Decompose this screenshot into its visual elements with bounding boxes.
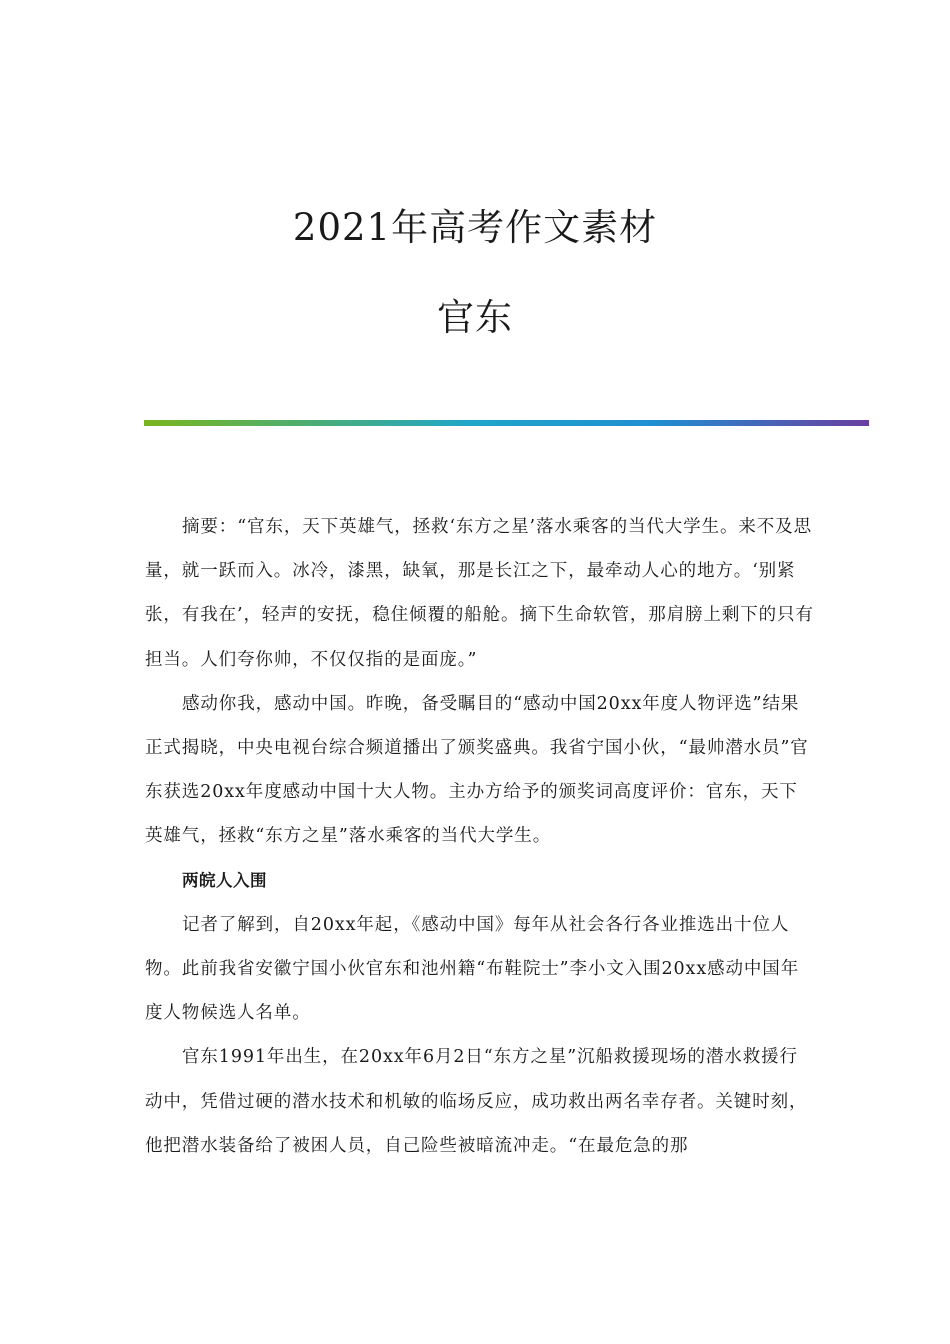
abstract-paragraph: 摘要：“官东，天下英雄气，拯救‘东方之星’落水乘客的当代大学生。来不及思量，就一跃而入。冰冷，漆黑，缺氧，那是长江之下，最牵动人心的地方。‘别紧张，有我在’，轻声的安抚，稳住倾覆的船舱。摘下生命软管，那肩膀上剩下的只有担当。人们夸你帅，不仅仅指的是面庞。”: [145, 517, 814, 670]
article-body: [145, 505, 815, 1168]
section-heading: 两皖人入围: [182, 870, 267, 890]
document-subtitle: 官东: [437, 296, 513, 339]
body-paragraph: 记者了解到，自20xx年起，《感动中国》每年从社会各行各业推选出十位人物。此前我省安徽宁国小伙官东和池州籍“布鞋院士”李小文入围20xx感动中国年度人物候选人名单。: [145, 914, 800, 1024]
document-title: 2021年高考作文素材: [292, 206, 658, 249]
gradient-divider: [144, 420, 869, 426]
body-paragraph: 官东1991年出生，在20xx年6月2日“东方之星”沉船救援现场的潜水救援行动中，凭借过硬的潜水技术和机敏的临场反应，成功救出两名幸存者。关键时刻，他把潜水装备给了被困人员，自己险些被暗流冲走。“在最危急的那: [145, 1047, 808, 1156]
body-paragraph: 感动你我，感动中国。昨晚，备受瞩目的“感动中国20xx年度人物评选”结果正式揭晓，中央电视台综合频道播出了颁奖盛典。我省宁国小伙，“最帅潜水员”官东获选20xx年度感动中国十大人物。主办方给予的颁奖词高度评价：官东，天下英雄气，拯救“东方之星”落水乘客的当代大学生。: [145, 693, 809, 847]
